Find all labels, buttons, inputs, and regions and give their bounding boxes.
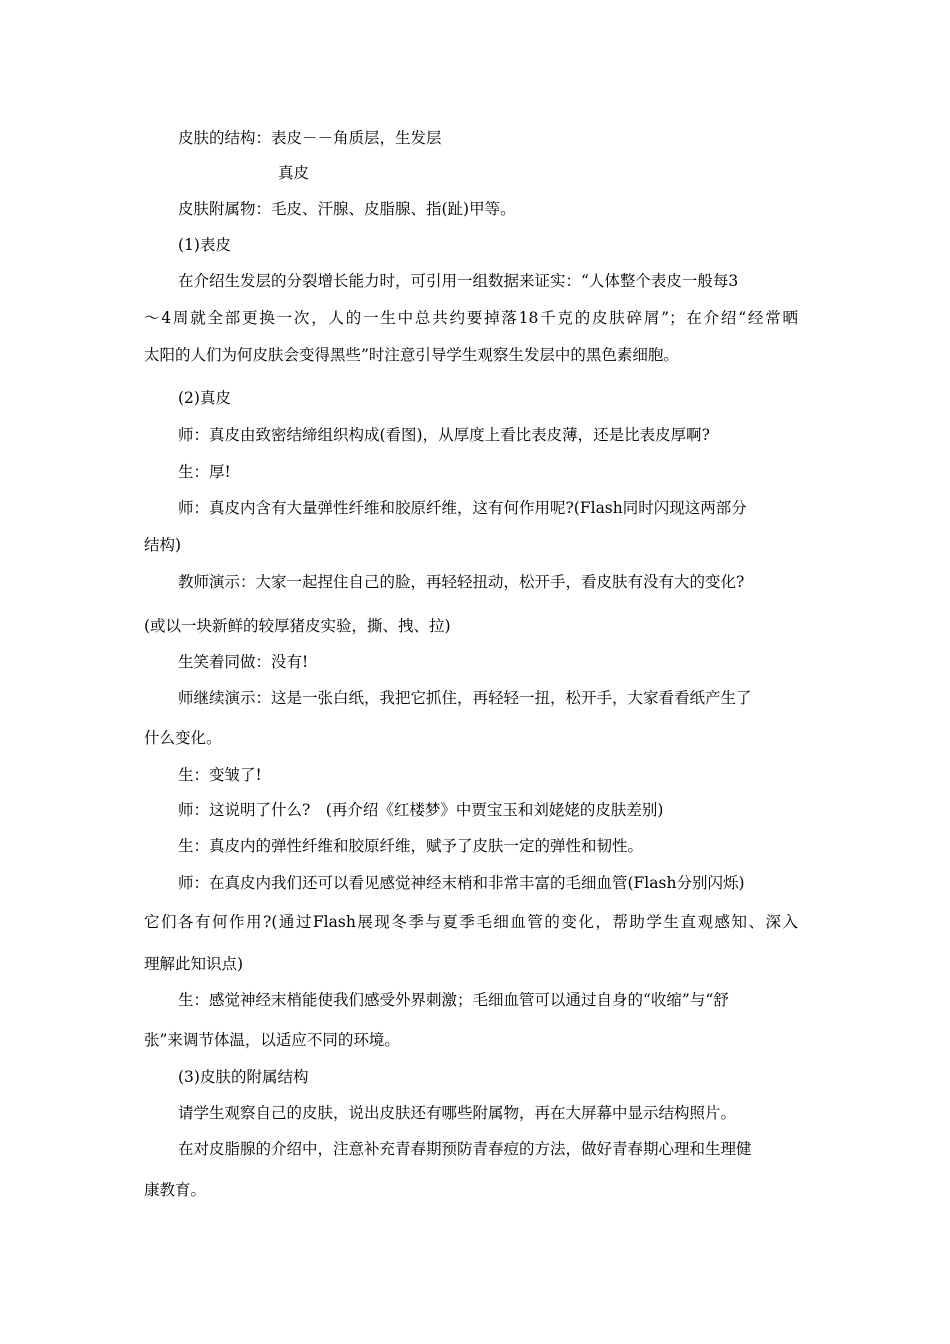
text-line: (或以一块新鲜的较厚猪皮实验，撕、拽、拉)	[144, 617, 451, 635]
text-line: 生：变皱了!	[178, 766, 262, 784]
text-line: 理解此知识点)	[144, 955, 244, 973]
text-line: 教师演示：大家一起捏住自己的脸，再轻轻扭动，松开手，看皮肤有没有大的变化?	[178, 573, 745, 591]
text-line: 结构)	[144, 536, 182, 554]
text-line: 生：厚!	[178, 463, 231, 481]
text-line: 皮肤附属物：毛皮、汗腺、皮脂腺、指(趾)甲等。	[178, 200, 516, 218]
text-line: 张”来调节体温，以适应不同的环境。	[144, 1031, 400, 1049]
text-line: ～4周就全部更换一次，人的一生中总共约要掉落18千克的皮肤碎屑”；在介绍“经常晒	[144, 309, 798, 327]
text-line: 它们各有何作用?(通过Flash展现冬季与夏季毛细血管的变化，帮助学生直观感知、深入	[144, 913, 798, 931]
text-line: 在介绍生发层的分裂增长能力时，可引用一组数据来证实：“人体整个表皮一般每3	[178, 272, 739, 290]
text-line: 真皮	[278, 164, 310, 182]
text-line: 什么变化。	[144, 729, 222, 747]
text-line: 康教育。	[144, 1181, 207, 1199]
text-line: 在对皮脂腺的介绍中，注意补充青春期预防青春痘的方法，做好青春期心理和生理健	[178, 1140, 752, 1158]
section-heading: (3)皮肤的附属结构	[178, 1068, 309, 1086]
text-line: 请学生观察自己的皮肤，说出皮肤还有哪些附属物，再在大屏幕中显示结构照片。	[178, 1104, 737, 1122]
text-line: 师：真皮由致密结缔组织构成(看图)，从厚度上看比表皮薄，还是比表皮厚啊?	[178, 426, 710, 444]
text-line: 师：在真皮内我们还可以看见感觉神经末梢和非常丰富的毛细血管(Flash分别闪烁)	[178, 874, 745, 892]
text-line: 生笑着同做：没有!	[178, 653, 309, 671]
text-line: 生：感觉神经末梢能使我们感受外界刺激；毛细血管可以通过自身的“收缩”与“舒	[178, 991, 729, 1009]
text-line: 师继续演示：这是一张白纸，我把它抓住，再轻轻一扭，松开手，大家看看纸产生了	[178, 689, 752, 707]
text-line: 师：这说明了什么? (再介绍《红楼梦》中贾宝玉和刘姥姥的皮肤差别)	[178, 801, 664, 819]
text-line: 生：真皮内的弹性纤维和胶原纤维，赋予了皮肤一定的弹性和韧性。	[178, 837, 644, 855]
section-heading: (2)真皮	[178, 389, 231, 407]
text-line: 师：真皮内含有大量弹性纤维和胶原纤维，这有何作用呢?(Flash同时闪现这两部分	[178, 499, 747, 517]
text-line: 皮肤的结构：表皮－－角质层，生发层	[178, 129, 442, 147]
section-heading: (1)表皮	[178, 236, 231, 254]
text-line: 太阳的人们为何皮肤会变得黑些”时注意引导学生观察生发层中的黑色素细胞。	[144, 346, 679, 364]
